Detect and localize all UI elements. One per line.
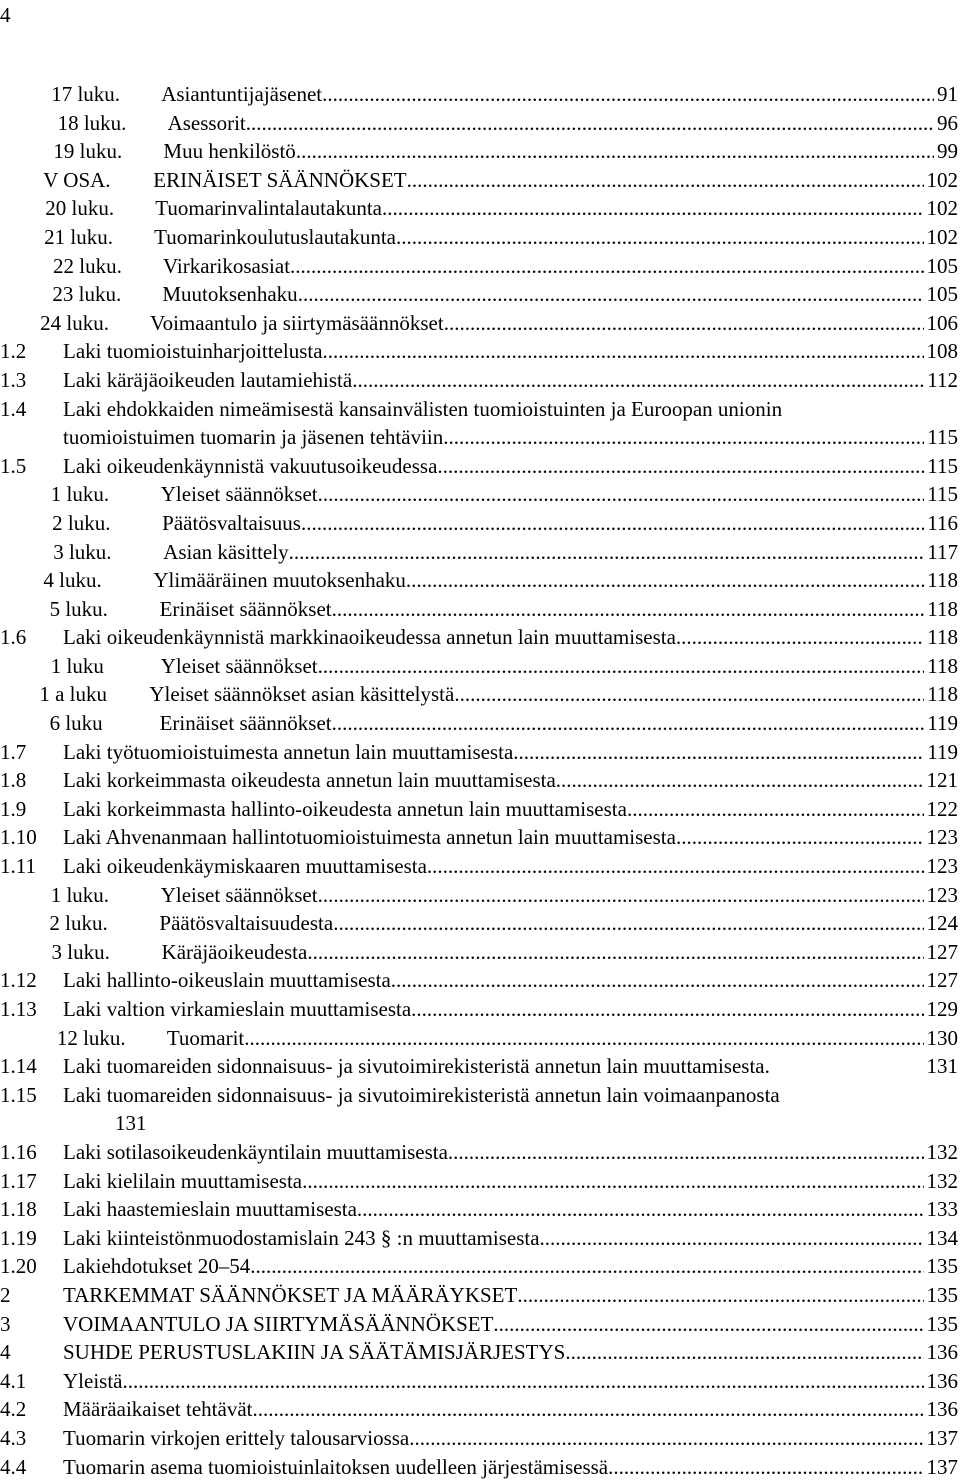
toc-section-number: 1.2: [0, 337, 63, 366]
toc-page-number: 136: [924, 1395, 959, 1424]
toc-section-number: 1.17: [0, 1167, 63, 1196]
toc-entry[interactable]: [0, 1167, 958, 1196]
toc-entry-continuation[interactable]: [0, 1109, 958, 1138]
toc-leader-dots: [443, 423, 924, 452]
toc-section-number: 1.11: [0, 852, 63, 881]
toc-entry[interactable]: [0, 395, 958, 424]
toc-title: Päätösvaltaisuudesta: [159, 909, 333, 938]
toc-page-number: 119: [924, 738, 958, 767]
toc-entry[interactable]: [0, 80, 958, 109]
toc-leader-dots: [318, 652, 925, 681]
toc-entry[interactable]: [0, 509, 958, 538]
toc-entry[interactable]: [0, 194, 958, 223]
toc-title: Muutoksenhaku: [162, 280, 297, 309]
toc-leader-dots: [250, 1252, 923, 1281]
toc-section-number: 1.7: [0, 738, 63, 767]
toc-entry[interactable]: [0, 1310, 958, 1339]
toc-chapter-label: 6 luku: [50, 709, 160, 738]
toc-entry[interactable]: [0, 680, 958, 709]
toc-entry[interactable]: [0, 1224, 958, 1253]
toc-entry[interactable]: [0, 1081, 958, 1110]
toc-entry[interactable]: [0, 595, 958, 624]
toc-entry-continuation[interactable]: [0, 423, 958, 452]
toc-entry[interactable]: [0, 1424, 958, 1453]
toc-page-number: 123: [924, 852, 959, 881]
toc-leader-dots: [407, 166, 924, 195]
toc-title: Erinäiset säännökset: [160, 709, 332, 738]
toc-section-number: 4.3: [0, 1424, 63, 1453]
toc-leader-dots: [298, 280, 924, 309]
toc-section-number: 1.3: [0, 366, 63, 395]
toc-page-number: 102: [924, 223, 959, 252]
toc-chapter-label: 22 luku.: [53, 252, 163, 281]
toc-page-number: 127: [924, 966, 959, 995]
toc-leader-dots: [608, 1453, 923, 1481]
toc-entry[interactable]: [0, 337, 958, 366]
toc-leader-dots: [318, 480, 925, 509]
toc-page-number: 108: [924, 337, 959, 366]
toc-entry[interactable]: [0, 309, 958, 338]
toc-leader-dots: [244, 1024, 923, 1053]
toc-title: Laki korkeimmasta hallinto-oikeudesta annetun lain muuttamisesta: [63, 795, 627, 824]
toc-leader-dots: [406, 566, 924, 595]
toc-page-number: 134: [924, 1224, 959, 1253]
toc-title: Tuomarin virkojen erittely talousarviossa: [63, 1424, 409, 1453]
toc-page-number: 136: [924, 1338, 959, 1367]
toc-section-number: 1.18: [0, 1195, 63, 1224]
toc-chapter-label: 2 luku.: [52, 509, 162, 538]
toc-entry[interactable]: [0, 137, 958, 166]
toc-leader-dots: [513, 738, 924, 767]
toc-entry[interactable]: [0, 995, 958, 1024]
toc-page-number: 136: [924, 1367, 959, 1396]
toc-page-number: 118: [924, 680, 958, 709]
toc-page-number: 116: [924, 509, 958, 538]
toc-entry[interactable]: [0, 1052, 958, 1081]
toc-title: Lakiehdotukset 20–54: [63, 1252, 250, 1281]
toc-section-number: 1.15: [0, 1081, 63, 1110]
toc-entry[interactable]: [0, 166, 958, 195]
toc-section-number: 1.14: [0, 1052, 63, 1081]
toc-page-number: 131: [112, 1109, 147, 1138]
toc-chapter-label: 3 luku.: [52, 938, 162, 967]
toc-entry[interactable]: [0, 966, 958, 995]
toc-leader-dots: [246, 109, 934, 138]
toc-entry[interactable]: [0, 938, 958, 967]
toc-page-number: 121: [924, 766, 959, 795]
toc-leader-dots: [454, 680, 924, 709]
toc-title: Laki sotilasoikeudenkäyntilain muuttamisesta: [63, 1138, 448, 1167]
toc-leader-dots: [437, 452, 924, 481]
toc-page-number: 96: [934, 109, 958, 138]
toc-chapter-label: 23 luku.: [52, 280, 162, 309]
toc-entry[interactable]: [0, 1338, 958, 1367]
toc-section-number: 1.19: [0, 1224, 63, 1253]
toc-title: Laki Ahvenanmaan hallintotuomioistuimesta annetun lain muuttamisesta: [63, 823, 676, 852]
toc-section-number: 1.6: [0, 623, 63, 652]
toc-page-number: 135: [924, 1281, 959, 1310]
toc-title: Voimaantulo ja siirtymäsäännökset: [150, 309, 444, 338]
toc-leader-dots: [427, 852, 924, 881]
toc-title: Laki hallinto-oikeuslain muuttamisesta: [63, 966, 391, 995]
toc-title: Yleiset säännökset: [161, 652, 318, 681]
toc-leader-dots: [676, 623, 924, 652]
toc-page-number: 105: [924, 252, 959, 281]
toc-title: Laki tuomioistuinharjoittelusta: [63, 337, 323, 366]
toc-entry[interactable]: [0, 1024, 958, 1053]
toc-title: Määräaikaiset tehtävät: [63, 1395, 252, 1424]
toc-leader-dots: [333, 909, 923, 938]
toc-section-number: 4.1: [0, 1367, 63, 1396]
toc-title: Päätösvaltaisuus: [162, 509, 301, 538]
toc-page-number: 118: [924, 566, 958, 595]
toc-leader-dots: [289, 538, 925, 567]
toc-title: Laki korkeimmasta oikeudesta annetun lain muuttamisesta: [63, 766, 556, 795]
toc-leader-dots: [540, 1224, 924, 1253]
toc-page-number: 132: [924, 1167, 959, 1196]
toc-entry[interactable]: [0, 1195, 958, 1224]
toc-page-number: 102: [924, 194, 959, 223]
toc-section-number: 1.4: [0, 395, 63, 424]
toc-page-number: 133: [924, 1195, 959, 1224]
toc-chapter-label: 2 luku.: [49, 909, 159, 938]
toc-entry[interactable]: [0, 480, 958, 509]
toc-entry[interactable]: [0, 652, 958, 681]
toc-entry[interactable]: [0, 1453, 958, 1481]
toc-leader-dots: [391, 966, 924, 995]
toc-leader-dots: [296, 137, 934, 166]
toc-title: Tuomarinkoulutuslautakunta: [154, 223, 396, 252]
toc-entry[interactable]: [0, 623, 958, 652]
toc-entry[interactable]: [0, 1252, 958, 1281]
toc-entry[interactable]: [0, 452, 958, 481]
toc-chapter-label: 1 luku: [51, 652, 161, 681]
toc-title: ERINÄISET SÄÄNNÖKSET: [153, 166, 406, 195]
toc-title: Käräjäoikeudesta: [162, 938, 308, 967]
toc-chapter-label: 3 luku.: [53, 538, 163, 567]
toc-page-number: 99: [934, 137, 958, 166]
toc-title: Laki tuomareiden sidonnaisuus- ja sivutoimirekisteristä annetun lain voimaanpanosta: [63, 1081, 780, 1110]
toc-leader-dots: [307, 938, 923, 967]
toc-chapter-label: 19 luku.: [53, 137, 163, 166]
toc-section-number: 3: [0, 1310, 63, 1339]
toc-title-continuation: tuomioistuimen tuomarin ja jäsenen tehtäviin: [63, 423, 443, 452]
toc-entry[interactable]: [0, 766, 958, 795]
toc-title: Yleistä: [63, 1367, 122, 1396]
toc-leader-dots: [396, 223, 923, 252]
toc-leader-dots: [676, 823, 924, 852]
table-of-contents: [0, 80, 958, 1481]
toc-chapter-label: 5 luku.: [50, 595, 160, 624]
toc-leader-dots: [332, 595, 925, 624]
toc-leader-dots: [318, 881, 924, 910]
toc-chapter-label: 21 luku.: [44, 223, 154, 252]
toc-entry[interactable]: [0, 252, 958, 281]
toc-page-number: 137: [924, 1424, 959, 1453]
toc-section-number: 1.9: [0, 795, 63, 824]
toc-page-number: 105: [924, 280, 959, 309]
toc-page-number: 137: [924, 1453, 959, 1481]
toc-page-number: 118: [924, 595, 958, 624]
toc-title: Laki oikeudenkäynnistä markkinaoikeudessa annetun lain muuttamisesta: [63, 623, 676, 652]
toc-entry[interactable]: [0, 909, 958, 938]
toc-entry[interactable]: [0, 738, 958, 767]
toc-entry[interactable]: [0, 1138, 958, 1167]
toc-leader-dots: [565, 1338, 923, 1367]
toc-leader-dots: [382, 194, 924, 223]
toc-page-number: 123: [924, 823, 959, 852]
toc-title: Asiantuntijajäsenet: [161, 80, 322, 109]
toc-leader-dots: [556, 766, 924, 795]
toc-title: Laki käräjäoikeuden lautamiehistä: [63, 366, 352, 395]
toc-section-number: 4: [0, 1338, 63, 1367]
toc-page-number: 124: [924, 909, 959, 938]
toc-leader-dots: [448, 1138, 924, 1167]
toc-leader-dots: [322, 80, 934, 109]
toc-leader-dots: [357, 1195, 924, 1224]
toc-entry[interactable]: [0, 881, 958, 910]
toc-section-number: 1.13: [0, 995, 63, 1024]
toc-entry[interactable]: [0, 1395, 958, 1424]
toc-chapter-label: 24 luku.: [40, 309, 150, 338]
toc-title: TARKEMMAT SÄÄNNÖKSET JA MÄÄRÄYKSET: [63, 1281, 517, 1310]
toc-title: Muu henkilöstö: [163, 137, 295, 166]
toc-title: Laki tuomareiden sidonnaisuus- ja sivutoimirekisteristä annetun lain muuttamisesta.: [63, 1052, 770, 1081]
toc-page-number: 123: [924, 881, 959, 910]
toc-title: Tuomarit: [167, 1024, 244, 1053]
page-number: 4: [0, 0, 11, 30]
toc-section-number: 1.5: [0, 452, 63, 481]
toc-page-number: 117: [924, 538, 958, 567]
toc-entry[interactable]: [0, 795, 958, 824]
toc-page-number: 115: [924, 480, 958, 509]
toc-title: Laki kiinteistönmuodostamislain 243 § :n muuttamisesta: [63, 1224, 540, 1253]
toc-entry[interactable]: [0, 280, 958, 309]
toc-page-number: 91: [934, 80, 958, 109]
toc-leader-dots: [411, 995, 923, 1024]
toc-chapter-label: 20 luku.: [45, 194, 155, 223]
toc-title: Erinäiset säännökset: [160, 595, 332, 624]
toc-section-number: 4.2: [0, 1395, 63, 1424]
toc-title: Laki oikeudenkäymiskaaren muuttamisesta: [63, 852, 427, 881]
toc-entry[interactable]: [0, 223, 958, 252]
toc-page-number: 132: [924, 1138, 959, 1167]
toc-page-number: 119: [924, 709, 958, 738]
toc-leader-dots: [252, 1395, 923, 1424]
toc-title: Ylimääräinen muutoksenhaku: [153, 566, 406, 595]
toc-leader-dots: [517, 1281, 923, 1310]
toc-leader-dots: [323, 337, 924, 366]
toc-title: Laki valtion virkamieslain muuttamisesta: [63, 995, 411, 1024]
toc-chapter-label: 17 luku.: [51, 80, 161, 109]
toc-leader-dots: [627, 795, 924, 824]
toc-leader-dots: [444, 309, 924, 338]
toc-entry[interactable]: [0, 852, 958, 881]
toc-entry[interactable]: [0, 109, 958, 138]
toc-chapter-label: 1 luku.: [51, 881, 161, 910]
toc-entry[interactable]: [0, 1367, 958, 1396]
toc-leader-dots: [301, 509, 924, 538]
toc-title: Yleiset säännökset: [161, 881, 318, 910]
toc-page-number: 115: [924, 452, 958, 481]
toc-section-number: 1.10: [0, 823, 63, 852]
toc-page-number: 102: [924, 166, 959, 195]
toc-leader-dots: [409, 1424, 923, 1453]
toc-leader-dots: [332, 709, 925, 738]
toc-title: Yleiset säännökset: [161, 480, 318, 509]
toc-chapter-label: 12 luku.: [57, 1024, 167, 1053]
toc-title: Tuomarinvalintalautakunta: [155, 194, 382, 223]
toc-title: Yleiset säännökset asian käsittelystä: [149, 680, 454, 709]
toc-title: Virkarikosasiat: [163, 252, 290, 281]
toc-page-number: 112: [924, 366, 958, 395]
toc-entry[interactable]: [0, 366, 958, 395]
toc-section-number: 2: [0, 1281, 63, 1310]
toc-page-number: 130: [924, 1024, 959, 1053]
toc-section-number: 1.8: [0, 766, 63, 795]
toc-chapter-label: 18 luku.: [58, 109, 168, 138]
toc-page-number: 131: [924, 1052, 959, 1081]
toc-section-number: 1.12: [0, 966, 63, 995]
toc-page-number: 127: [924, 938, 959, 967]
toc-title: Laki ehdokkaiden nimeämisestä kansainvälisten tuomioistuinten ja Euroopan unionin: [63, 395, 782, 424]
toc-chapter-label: 1 a luku: [39, 680, 149, 709]
toc-entry[interactable]: [0, 823, 958, 852]
toc-title: Laki oikeudenkäynnistä vakuutusoikeudessa: [63, 452, 437, 481]
toc-entry[interactable]: [0, 538, 958, 567]
toc-page-number: 135: [924, 1252, 959, 1281]
toc-section-number: 4.4: [0, 1453, 63, 1481]
toc-chapter-label: 1 luku.: [51, 480, 161, 509]
toc-title: VOIMAANTULO JA SIIRTYMÄSÄÄNNÖKSET: [63, 1310, 493, 1339]
toc-leader-dots: [302, 1167, 923, 1196]
toc-page-number: 135: [924, 1310, 959, 1339]
toc-page-number: 106: [924, 309, 959, 338]
toc-entry[interactable]: [0, 566, 958, 595]
toc-entry[interactable]: [0, 709, 958, 738]
toc-title: Laki kielilain muuttamisesta: [63, 1167, 302, 1196]
toc-page-number: 115: [924, 423, 958, 452]
toc-title: SUHDE PERUSTUSLAKIIN JA SÄÄTÄMISJÄRJESTYS: [63, 1338, 565, 1367]
toc-title: Asessorit: [168, 109, 246, 138]
toc-entry[interactable]: [0, 1281, 958, 1310]
toc-title: Asian käsittely: [163, 538, 288, 567]
toc-page-number: 129: [924, 995, 959, 1024]
toc-title: Laki työtuomioistuimesta annetun lain muuttamisesta: [63, 738, 513, 767]
toc-page-number: 118: [924, 623, 958, 652]
toc-page-number: 118: [924, 652, 958, 681]
toc-leader-dots: [122, 1367, 923, 1396]
toc-chapter-label: 4 luku.: [43, 566, 153, 595]
toc-leader-dots: [290, 252, 923, 281]
toc-section-number: 1.20: [0, 1252, 63, 1281]
toc-title: Tuomarin asema tuomioistuinlaitoksen uudelleen järjestämisessä: [63, 1453, 608, 1481]
toc-leader-dots: [352, 366, 924, 395]
toc-section-number: 1.16: [0, 1138, 63, 1167]
toc-page-number: 122: [924, 795, 959, 824]
toc-chapter-label: V OSA.: [43, 166, 153, 195]
toc-title: Laki haastemieslain muuttamisesta: [63, 1195, 357, 1224]
toc-leader-dots: [493, 1310, 923, 1339]
